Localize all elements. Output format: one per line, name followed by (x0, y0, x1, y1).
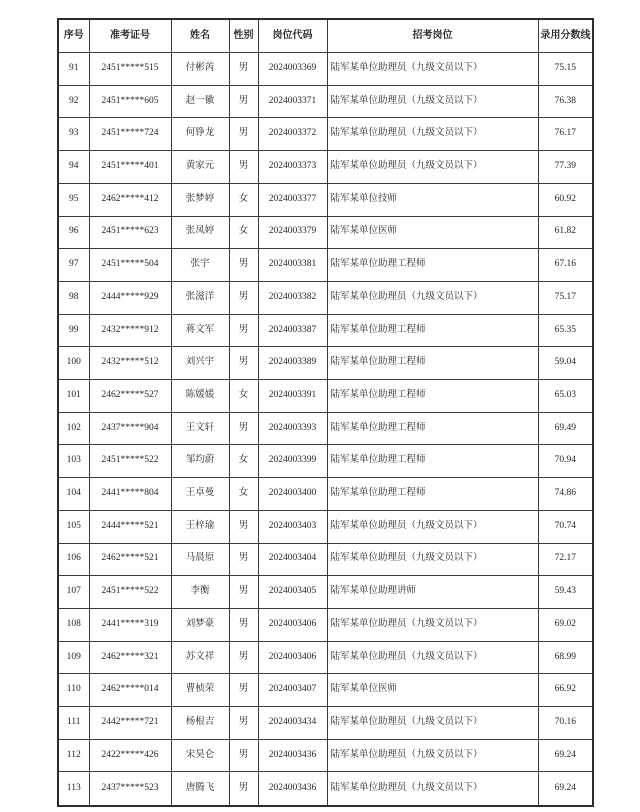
cell-exam-no: 2451*****623 (89, 216, 171, 249)
cell-serial: 105 (58, 510, 89, 543)
cell-position-code: 2024003399 (258, 445, 327, 478)
cell-score: 59.43 (538, 576, 593, 609)
cell-gender: 男 (229, 53, 258, 86)
cell-gender: 女 (229, 380, 258, 413)
cell-gender: 男 (229, 641, 258, 674)
cell-score: 76.17 (538, 118, 593, 151)
cell-name: 陈媛媛 (171, 380, 229, 413)
table-header (58, 19, 593, 53)
cell-position-code: 2024003391 (258, 380, 327, 413)
cell-serial: 92 (58, 85, 89, 118)
table-row (58, 347, 593, 380)
cell-exam-no: 2451*****522 (89, 445, 171, 478)
cell-position-code: 2024003400 (258, 478, 327, 511)
cell-serial: 106 (58, 543, 89, 576)
cell-gender: 男 (229, 707, 258, 740)
cell-gender: 男 (229, 314, 258, 347)
table-row (58, 739, 593, 772)
table-row (58, 314, 593, 347)
cell-name: 王卓曼 (171, 478, 229, 511)
cell-position-code: 2024003382 (258, 281, 327, 314)
cell-position-code: 2024003389 (258, 347, 327, 380)
cell-serial: 108 (58, 608, 89, 641)
cell-serial: 97 (58, 249, 89, 282)
cell-position: 陆军某单位助理员（九级文员以下） (327, 53, 538, 86)
cell-serial: 110 (58, 674, 89, 707)
cell-name: 张梦婷 (171, 183, 229, 216)
cell-position: 陆军某单位助理工程师 (327, 314, 538, 347)
cell-position-code: 2024003436 (258, 739, 327, 772)
cell-serial: 98 (58, 281, 89, 314)
cell-exam-no: 2451*****522 (89, 576, 171, 609)
cell-position-code: 2024003404 (258, 543, 327, 576)
column-header-position: 招考岗位 (327, 19, 538, 53)
cell-position: 陆军某单位医师 (327, 674, 538, 707)
cell-position-code: 2024003406 (258, 641, 327, 674)
cell-position-code: 2024003393 (258, 412, 327, 445)
cell-name: 张滋洋 (171, 281, 229, 314)
cell-score: 69.24 (538, 772, 593, 806)
cell-name: 李衡 (171, 576, 229, 609)
cell-exam-no: 2462*****412 (89, 183, 171, 216)
cell-score: 75.17 (538, 281, 593, 314)
cell-gender: 男 (229, 510, 258, 543)
cell-exam-no: 2444*****521 (89, 510, 171, 543)
cell-score: 70.16 (538, 707, 593, 740)
cell-exam-no: 2444*****929 (89, 281, 171, 314)
cell-score: 67.16 (538, 249, 593, 282)
cell-position-code: 2024003407 (258, 674, 327, 707)
cell-serial: 111 (58, 707, 89, 740)
cell-position-code: 2024003436 (258, 772, 327, 806)
cell-serial: 107 (58, 576, 89, 609)
cell-serial: 101 (58, 380, 89, 413)
cell-position: 陆军某单位助理员（九级文员以下） (327, 739, 538, 772)
cell-exam-no: 2422*****426 (89, 739, 171, 772)
cell-name: 马晨原 (171, 543, 229, 576)
cell-position: 陆军某单位助理员（九级文员以下） (327, 151, 538, 184)
cell-position: 陆军某单位助理工程师 (327, 412, 538, 445)
cell-serial: 103 (58, 445, 89, 478)
cell-name: 王梓瑜 (171, 510, 229, 543)
cell-position-code: 2024003405 (258, 576, 327, 609)
cell-gender: 男 (229, 608, 258, 641)
cell-score: 70.94 (538, 445, 593, 478)
cell-gender: 男 (229, 772, 258, 806)
cell-exam-no: 2441*****804 (89, 478, 171, 511)
cell-gender: 男 (229, 281, 258, 314)
cell-exam-no: 2462*****527 (89, 380, 171, 413)
cell-score: 66.92 (538, 674, 593, 707)
table-row (58, 151, 593, 184)
cell-gender: 男 (229, 576, 258, 609)
cell-position: 陆军某单位助理员（九级文员以下） (327, 85, 538, 118)
cell-gender: 男 (229, 347, 258, 380)
table-row (58, 216, 593, 249)
cell-exam-no: 2462*****321 (89, 641, 171, 674)
cell-name: 杨根吉 (171, 707, 229, 740)
cell-position: 陆军某单位助理员（九级文员以下） (327, 281, 538, 314)
cell-gender: 男 (229, 85, 258, 118)
cell-position-code: 2024003403 (258, 510, 327, 543)
cell-name: 刘兴宇 (171, 347, 229, 380)
cell-exam-no: 2441*****319 (89, 608, 171, 641)
cell-gender: 女 (229, 445, 258, 478)
cell-serial: 96 (58, 216, 89, 249)
cell-name: 蒋文军 (171, 314, 229, 347)
cell-exam-no: 2451*****401 (89, 151, 171, 184)
cell-serial: 91 (58, 53, 89, 86)
cell-gender: 男 (229, 412, 258, 445)
table-row (58, 674, 593, 707)
table-row (58, 53, 593, 86)
cell-exam-no: 2432*****912 (89, 314, 171, 347)
table-row (58, 641, 593, 674)
cell-position-code: 2024003434 (258, 707, 327, 740)
cell-exam-no: 2442*****721 (89, 707, 171, 740)
cell-serial: 100 (58, 347, 89, 380)
cell-name: 黄家元 (171, 151, 229, 184)
cell-name: 唐腾飞 (171, 772, 229, 806)
column-header-exam-no: 准考证号 (89, 19, 171, 53)
cell-name: 曹桢荣 (171, 674, 229, 707)
cell-score: 70.74 (538, 510, 593, 543)
cell-exam-no: 2437*****523 (89, 772, 171, 806)
cell-serial: 113 (58, 772, 89, 806)
cell-position: 陆军某单位助理员（九级文员以下） (327, 641, 538, 674)
cell-gender: 女 (229, 183, 258, 216)
cell-serial: 112 (58, 739, 89, 772)
cell-score: 61.82 (538, 216, 593, 249)
cell-score: 77.39 (538, 151, 593, 184)
table-row (58, 510, 593, 543)
cell-serial: 99 (58, 314, 89, 347)
cell-position: 陆军某单位助理员（九级文员以下） (327, 608, 538, 641)
cell-name: 邹均蔚 (171, 445, 229, 478)
cell-position: 陆军某单位助理员（九级文员以下） (327, 543, 538, 576)
cell-position-code: 2024003379 (258, 216, 327, 249)
cell-position-code: 2024003377 (258, 183, 327, 216)
cell-position: 陆军某单位医师 (327, 216, 538, 249)
table-row (58, 412, 593, 445)
table-row (58, 772, 593, 806)
table-row (58, 608, 593, 641)
cell-score: 76.38 (538, 85, 593, 118)
cell-position: 陆军某单位助理工程师 (327, 347, 538, 380)
column-header-position-code: 岗位代码 (258, 19, 327, 53)
column-header-score: 录用分数线 (538, 19, 593, 53)
cell-position-code: 2024003369 (258, 53, 327, 86)
cell-position: 陆军某单位助理工程师 (327, 380, 538, 413)
cell-score: 69.24 (538, 739, 593, 772)
cell-position-code: 2024003381 (258, 249, 327, 282)
table-body (58, 53, 593, 807)
cell-exam-no: 2432*****512 (89, 347, 171, 380)
cell-position: 陆军某单位助理员（九级文员以下） (327, 707, 538, 740)
table-row (58, 249, 593, 282)
cell-position: 陆军某单位助理讲师 (327, 576, 538, 609)
cell-gender: 男 (229, 151, 258, 184)
cell-serial: 104 (58, 478, 89, 511)
cell-name: 何铮龙 (171, 118, 229, 151)
cell-name: 刘梦豪 (171, 608, 229, 641)
cell-position: 陆军某单位助理工程师 (327, 478, 538, 511)
cell-serial: 109 (58, 641, 89, 674)
cell-serial: 93 (58, 118, 89, 151)
cell-exam-no: 2451*****515 (89, 53, 171, 86)
cell-score: 69.02 (538, 608, 593, 641)
cell-exam-no: 2437*****904 (89, 412, 171, 445)
cell-position-code: 2024003371 (258, 85, 327, 118)
cell-name: 苏文祥 (171, 641, 229, 674)
table-row (58, 281, 593, 314)
cell-position: 陆军某单位助理员（九级文员以下） (327, 772, 538, 806)
cell-serial: 102 (58, 412, 89, 445)
cell-position: 陆军某单位助理工程师 (327, 249, 538, 282)
table-row (58, 576, 593, 609)
cell-position-code: 2024003373 (258, 151, 327, 184)
cell-gender: 男 (229, 118, 258, 151)
header-row (58, 19, 593, 53)
cell-exam-no: 2462*****014 (89, 674, 171, 707)
table-row (58, 543, 593, 576)
cell-position: 陆军某单位助理工程师 (327, 445, 538, 478)
cell-name: 张宇 (171, 249, 229, 282)
cell-score: 59.04 (538, 347, 593, 380)
cell-serial: 95 (58, 183, 89, 216)
cell-score: 60.92 (538, 183, 593, 216)
cell-score: 72.17 (538, 543, 593, 576)
column-header-name: 姓名 (171, 19, 229, 53)
cell-gender: 男 (229, 674, 258, 707)
cell-position: 陆军某单位技师 (327, 183, 538, 216)
cell-gender: 女 (229, 216, 258, 249)
cell-exam-no: 2462*****521 (89, 543, 171, 576)
cell-score: 69.49 (538, 412, 593, 445)
cell-position-code: 2024003406 (258, 608, 327, 641)
cell-name: 付彬芮 (171, 53, 229, 86)
table-row (58, 380, 593, 413)
column-header-serial: 序号 (58, 19, 89, 53)
cell-exam-no: 2451*****605 (89, 85, 171, 118)
cell-exam-no: 2451*****504 (89, 249, 171, 282)
cell-position-code: 2024003387 (258, 314, 327, 347)
cell-name: 赵一徽 (171, 85, 229, 118)
admission-score-table (57, 18, 594, 807)
cell-serial: 94 (58, 151, 89, 184)
table-row (58, 445, 593, 478)
cell-gender: 男 (229, 739, 258, 772)
table-row (58, 707, 593, 740)
cell-name: 张凤婷 (171, 216, 229, 249)
cell-gender: 男 (229, 249, 258, 282)
cell-score: 75.15 (538, 53, 593, 86)
cell-score: 68.99 (538, 641, 593, 674)
cell-position: 陆军某单位助理员（九级文员以下） (327, 510, 538, 543)
cell-gender: 女 (229, 478, 258, 511)
column-header-gender: 性别 (229, 19, 258, 53)
cell-name: 宋昊仑 (171, 739, 229, 772)
cell-name: 王文轩 (171, 412, 229, 445)
cell-score: 74.86 (538, 478, 593, 511)
cell-position: 陆军某单位助理员（九级文员以下） (327, 118, 538, 151)
table-row (58, 183, 593, 216)
table-row (58, 118, 593, 151)
table-row (58, 85, 593, 118)
cell-score: 65.03 (538, 380, 593, 413)
cell-gender: 男 (229, 543, 258, 576)
cell-position-code: 2024003372 (258, 118, 327, 151)
table-row (58, 478, 593, 511)
cell-exam-no: 2451*****724 (89, 118, 171, 151)
cell-score: 65.35 (538, 314, 593, 347)
